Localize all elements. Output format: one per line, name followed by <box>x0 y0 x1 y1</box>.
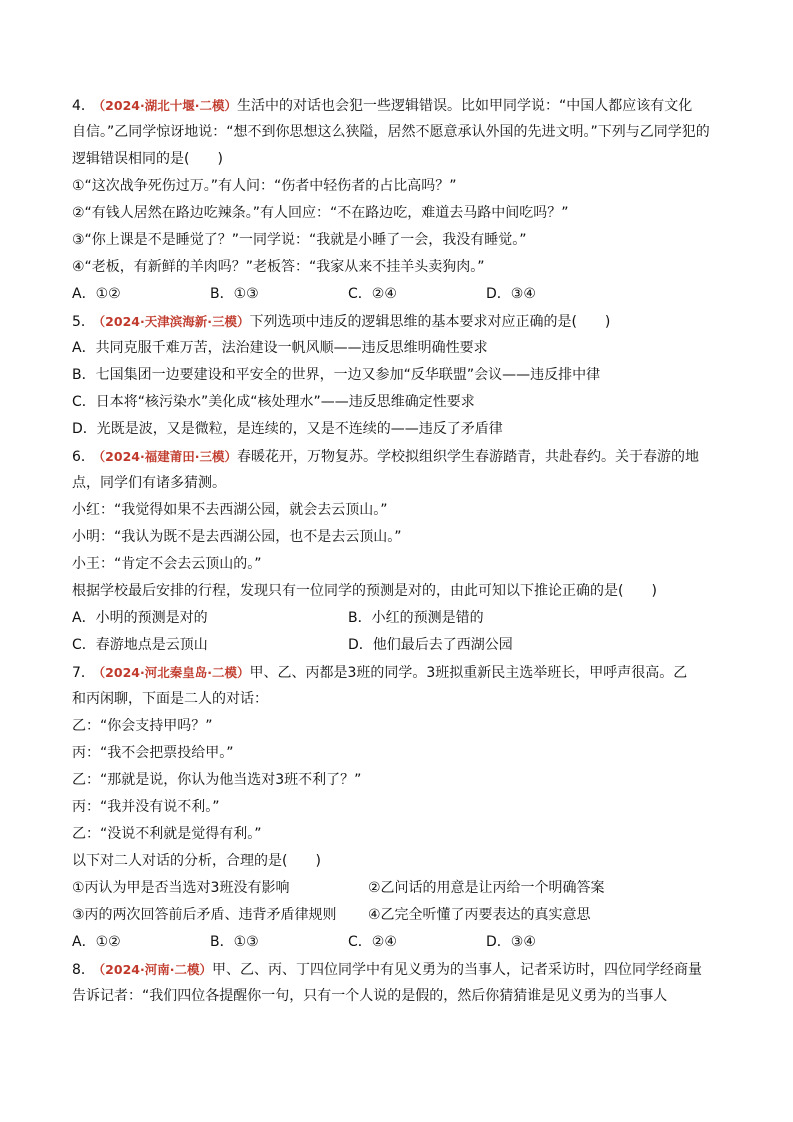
statement-item: 小明：“我认为既不是去西湖公园，也不是去云顶山。” <box>72 529 402 545</box>
statement-item: ④乙完全听懂了丙要表达的真实意思 <box>368 907 591 923</box>
statement-item: 小王：“肯定不会去云顶山的。” <box>72 556 262 572</box>
statement-item: ③“你上课是不是睡觉了？”一同学说：“我就是小睡了一会，我没有睡觉。” <box>72 232 527 248</box>
question-8-line-1 <box>72 956 732 983</box>
question-stem: 甲、乙、丙、丁四位同学中有见义勇为的当事人，记者采访时，四位同学经商量 <box>211 962 702 978</box>
question-list <box>72 92 732 1010</box>
option-b: B．七国集团一边要建设和平安全的世界，一边又参加“反华联盟”会议——违反排中律 <box>72 367 601 383</box>
option-c: C．②④ <box>348 286 397 302</box>
question-stem: 根据学校最后安排的行程，发现只有一位同学的预测是对的，由此可知以下推论正确的是( ) <box>72 583 657 599</box>
dialog-line: 乙：“你会支持甲吗？” <box>72 718 213 734</box>
dialog-line: 乙：“没说不利就是觉得有利。” <box>72 826 262 842</box>
question-4 <box>72 92 732 308</box>
option-d: D．③④ <box>486 934 536 950</box>
statement-item: ②“有钱人居然在路边吃辣条。”有人回应：“不在路边吃，难道去马路中间吃吗？” <box>72 205 569 221</box>
question-number: 5． <box>72 314 95 330</box>
question-source: （2024·湖北十堰·二模） <box>98 98 237 113</box>
option-a: A．①② <box>72 286 121 302</box>
question-stem: 自信。”乙同学惊讶地说：“想不到你思想这么狭隘，居然不愿意承认外国的先进文明。”下列与乙同学犯的 <box>72 124 710 140</box>
option-c: C．②④ <box>348 934 397 950</box>
statement-row-2 <box>72 902 732 929</box>
option-d: D．他们最后去了西湖公园 <box>348 637 513 653</box>
option-a: A．小明的预测是对的 <box>72 610 208 626</box>
question-number: 7． <box>72 665 95 681</box>
question-6 <box>72 443 732 659</box>
question-8 <box>72 956 732 1010</box>
dialog-line: 丙：“我不会把票投给甲。” <box>72 745 234 761</box>
statement-item: ④“老板，有新鲜的羊肉吗？”老板答：“我家从来不挂羊头卖狗肉。” <box>72 259 485 275</box>
statement-item: ③丙的两次回答前后矛盾、违背矛盾律规则 <box>72 907 337 923</box>
question-stem: 和丙闲聊，下面是二人的对话： <box>72 691 268 707</box>
question-stem: 春暖花开，万物复苏。学校拟组织学生春游踏青，共赴春约。关于春游的地 <box>236 449 699 465</box>
question-4-line-1 <box>72 92 732 119</box>
question-5 <box>72 308 732 443</box>
question-source: （2024·福建莆田·三模） <box>98 449 237 464</box>
option-b: B．①③ <box>210 286 259 302</box>
question-6-line-1 <box>72 443 732 470</box>
dialog-line: 丙：“我并没有说不利。” <box>72 799 220 815</box>
statement-item: 小红：“我觉得如果不去西湖公园，就会去云顶山。” <box>72 502 388 518</box>
option-a: A．①② <box>72 934 121 950</box>
dialog-line: 乙：“那就是说，你认为他当选对3班不利了？” <box>72 772 362 788</box>
option-d: D．③④ <box>486 286 536 302</box>
question-number: 4． <box>72 98 95 114</box>
statement-item: ②乙问话的用意是让丙给一个明确答案 <box>368 880 605 896</box>
question-source: （2024·天津滨海新·三模） <box>98 314 250 329</box>
question-stem: 告诉记者：“我们四位各提醒你一句，只有一个人说的是假的，然后你猜猜谁是见义勇为的当事人 <box>72 988 668 1004</box>
question-stem: 点，同学们有诸多猜测。 <box>72 475 226 491</box>
question-5-line-1 <box>72 308 732 335</box>
question-7-line-1 <box>72 659 732 686</box>
question-number: 8． <box>72 962 95 978</box>
statement-item: ①“这次战争死伤过万。”有人问：“伤者中轻伤者的占比高吗？” <box>72 178 457 194</box>
statement-item: ①丙认为甲是否当选对3班没有影响 <box>72 880 290 896</box>
question-stem: 甲、乙、丙都是3班的同学。3班拟重新民主选举班长，甲呼声很高。乙 <box>249 665 688 681</box>
option-b: B．①③ <box>210 934 259 950</box>
option-c: C．春游地点是云顶山 <box>72 637 208 653</box>
option-a: A．共同克服千难万苦，法治建设一帆风顺——违反思维明确性要求 <box>72 340 488 356</box>
question-stem: 生活中的对话也会犯一些逻辑错误。比如甲同学说：“中国人都应该有文化 <box>236 98 693 114</box>
answer-options-row-1 <box>72 605 732 632</box>
question-stem: 逻辑错误相同的是( ) <box>72 151 223 167</box>
question-source: （2024·河南·二模） <box>98 962 212 977</box>
option-d: D．光既是波，又是微粒，是连续的，又是不连续的——违反了矛盾律 <box>72 421 503 437</box>
question-stem: 以下对二人对话的分析，合理的是( ) <box>72 853 321 869</box>
answer-options <box>72 929 732 956</box>
statement-row-1 <box>72 875 732 902</box>
option-b: B．小红的预测是错的 <box>348 610 484 626</box>
question-7 <box>72 659 732 956</box>
question-source: （2024·河北秦皇岛·二模） <box>98 665 250 680</box>
answer-options <box>72 281 732 308</box>
question-number: 6． <box>72 449 95 465</box>
answer-options-row-2 <box>72 632 732 659</box>
question-stem: 下列选项中违反的逻辑思维的基本要求对应正确的是( ) <box>249 314 611 330</box>
option-c: C．日本将“核污染水”美化成“核处理水”——违反思维确定性要求 <box>72 394 475 410</box>
